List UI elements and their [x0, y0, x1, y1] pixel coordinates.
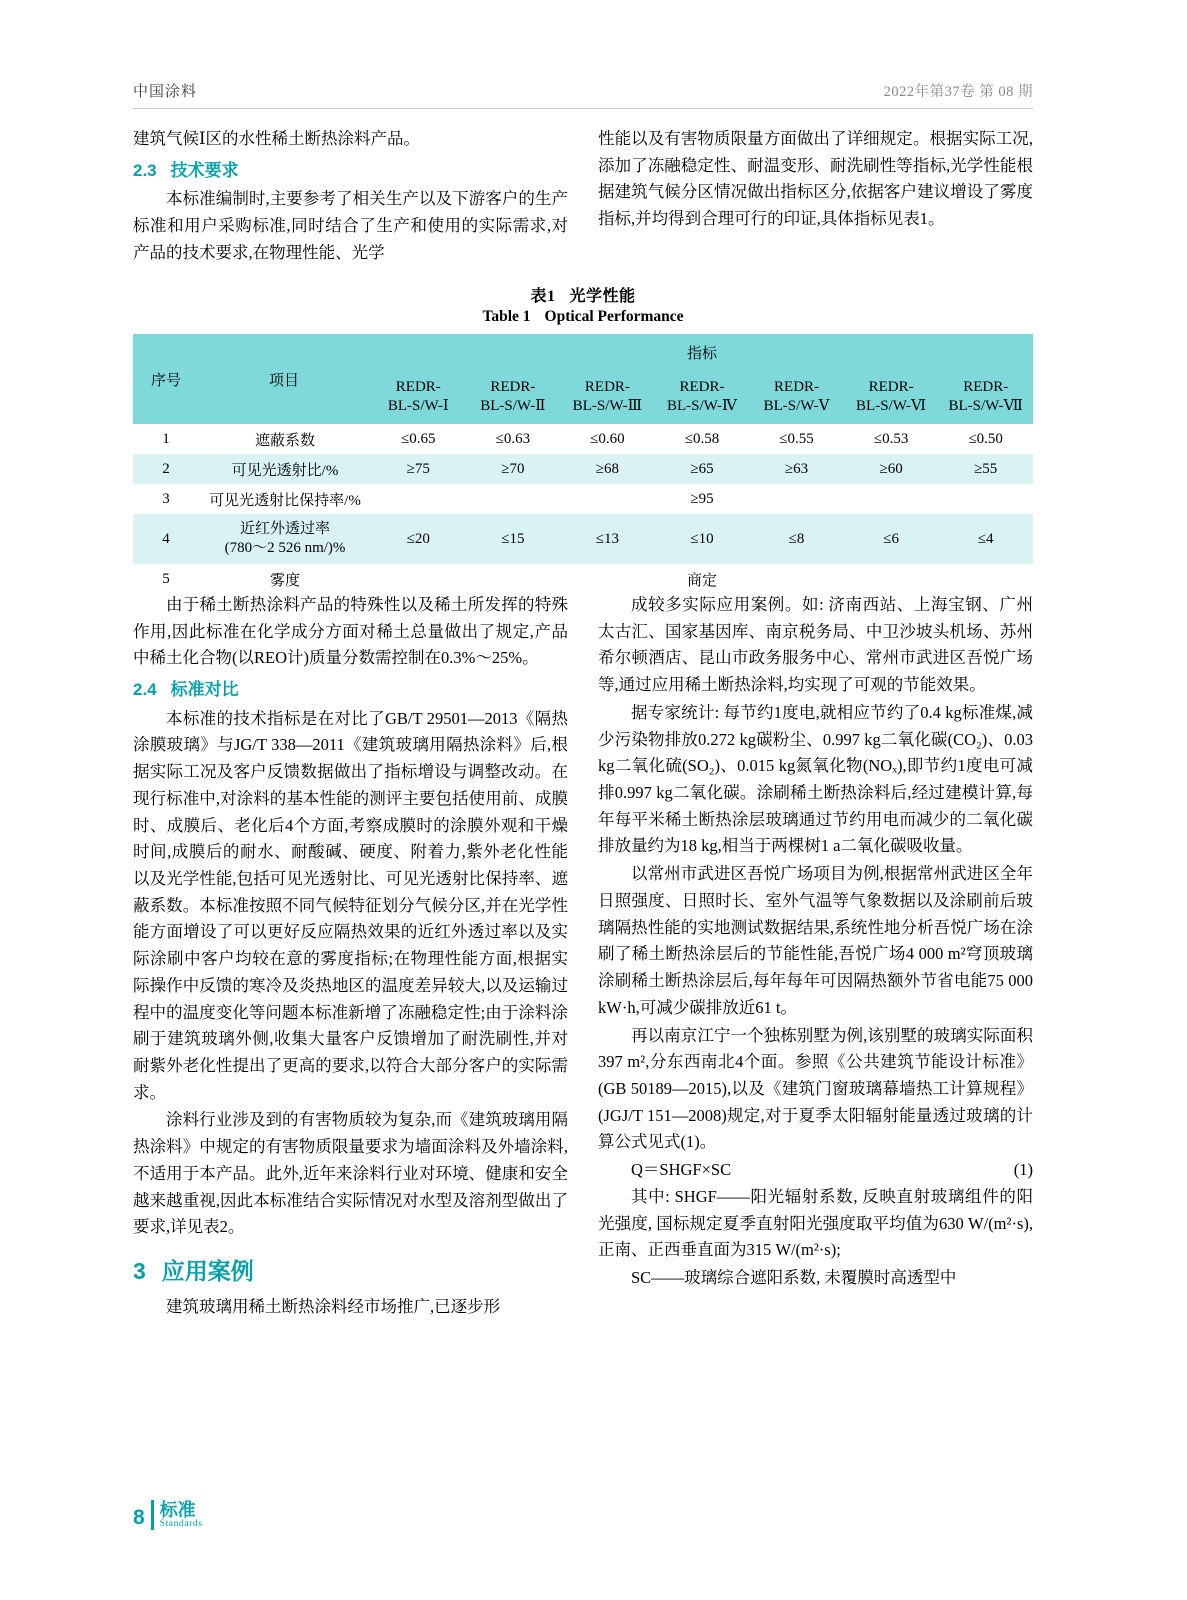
heading-2-3-text: 技术要求	[170, 160, 239, 180]
cell-value: ≤0.65	[401, 430, 436, 447]
table-head	[133, 334, 1033, 424]
cell-index: 3	[162, 490, 170, 507]
cell-value: ≥68	[595, 460, 620, 477]
paragraph-right-6: SC——玻璃综合遮阳系数, 未覆膜时高透型中	[631, 1267, 957, 1287]
grade-6-line1: REDR-	[868, 379, 914, 396]
cell-value: ≤0.53	[873, 430, 909, 447]
grade-7-line1: REDR-	[963, 379, 1009, 396]
col-header-index: 序号	[133, 334, 199, 424]
table-body	[133, 424, 1033, 594]
col-header-grade-4	[655, 370, 750, 424]
grade-2-line1: REDR-	[490, 379, 536, 396]
paragraph-right-5: 其中: SHGF——阳光辐射系数, 反映直射玻璃组件的阳光强度, 国标规定夏季直射阳光强度取平均值为630 W/(m²·s), 正南、正西垂直面为315 W/(m²·s);	[598, 1186, 1033, 1260]
paragraph-2-4-1: 本标准的技术指标是在对比了GB/T 29501—2013《隔热涂膜玻璃》与JG/T 338—2011《建筑玻璃用隔热涂料》后,根据实际工况及客户反馈数据做出了指标增设与调整改动。在现行标准中,对涂料的基本性能的测评主要包括使用前、成膜时、成膜后、老化后4个方面,考察成膜时的涂膜外观和干燥时间,成膜后的耐水、耐酸碱、硬度、附着力,紫外老化性能以及光学性能,包括可见光透射比、可见光透射比保持率、遮蔽系数。本标准按照不同气候特征划分气候分区,并在光学性能方面增设了可以更好反应隔热效果的近红外透过率以及实际涂刷中客户均较在意的雾度指标;在物理性能方面,根据实际操作中反馈的寒冷及炎热地区的温度差异较大,以及运输过程中的温度变化等问题本标准新增了冻融稳定性;由于涂料涂刷于建筑玻璃外侧,收集大量客户反馈增加了耐洗刷性,并对耐紫外老化性提出了更高的要求,以符合大部分客户的实际需求。	[133, 708, 568, 1102]
footer-section	[160, 1501, 203, 1530]
formula-number: (1)	[1013, 1160, 1033, 1180]
optical-performance-table	[133, 334, 1033, 594]
issue-info: 2022年第37卷 第 08 期	[883, 84, 1033, 100]
table-caption-en	[133, 308, 1033, 326]
footer-bar	[151, 1500, 154, 1530]
heading-2-3	[133, 157, 568, 185]
grade-1-line1: REDR-	[395, 379, 441, 396]
paragraph-3-1: 建筑玻璃用稀土断热涂料经市场推广,已逐步形	[166, 1297, 501, 1317]
left-column-bottom	[133, 592, 568, 1322]
cell-value-span: ≥95	[690, 490, 714, 507]
cell-index: 1	[162, 430, 170, 447]
right-column-top	[598, 126, 1033, 276]
table-head-row-1	[133, 334, 1033, 370]
formula-1	[598, 1157, 1033, 1184]
header-divider	[133, 108, 1033, 109]
cell-index: 5	[162, 570, 170, 587]
heading-2-4-number: 2.4	[133, 680, 157, 700]
table-caption-en-label: Table 1	[482, 308, 531, 325]
cell-item	[199, 514, 371, 564]
cell-value: ≤6	[883, 530, 899, 547]
cell-value: ≤0.58	[684, 430, 720, 447]
table-1-block	[133, 283, 1033, 594]
table-caption-cn-text: 光学性能	[569, 288, 636, 305]
paragraph-right-2: 据专家统计: 每节约1度电,就相应节约了0.4 kg标准煤,减少污染物排放0.272 kg碳粉尘、0.997 kg二氧化碳(CO₂)、0.03 kg二氧化硫(SO₂)、0.015 kg氮氧化物(NOₓ),即节约1度电可减排0.997 kg二氧化碳。涂刷稀土断热涂料后,经过建模计算,每年每平米稀土断热涂层玻璃通过节约用电而减少的二氧化碳排放量约为18 kg,相当于两棵树1 a二氧化碳吸收量。	[598, 702, 1033, 856]
paragraph-right-top: 性能以及有害物质限量方面做出了详细规定。根据实际工况,添加了冻融稳定性、耐温变形、耐洗刷性等指标,光学性能根据建筑气候分区情况做出指标区分,依据客户建议增设了雾度指标,并均得到合理可行的印证,具体指标见表1。	[598, 129, 1033, 229]
heading-2-3-number: 2.3	[133, 160, 157, 180]
cell-value: ≤0.63	[495, 430, 531, 447]
cell-value: ≤13	[595, 530, 620, 547]
grade-3-line2: BL-S/W-Ⅲ	[572, 398, 643, 414]
grade-4-line1: REDR-	[679, 379, 725, 396]
heading-3	[133, 1253, 568, 1290]
cell-item-line2: (780～2 526 nm/)%	[224, 540, 346, 556]
heading-3-number: 3	[133, 1258, 146, 1285]
table-caption-cn-label: 表1	[530, 288, 556, 305]
footer-section-en: Standards	[159, 1518, 203, 1529]
cell-value: ≤15	[501, 530, 525, 547]
table-row	[133, 424, 1033, 454]
left-column-top	[133, 126, 568, 276]
table-caption-cn	[133, 283, 1033, 306]
col-header-grade-2	[466, 370, 561, 424]
grade-6-line2: BL-S/W-Ⅵ	[856, 398, 927, 414]
cell-item: 可见光透射比/%	[231, 462, 339, 479]
col-header-group: 指标	[371, 334, 1033, 370]
cell-value: ≤20	[406, 530, 430, 547]
cell-value: ≤10	[690, 530, 714, 547]
paragraph-right-4: 再以南京江宁一个独栋别墅为例,该别墅的玻璃实际面积397 m²,分东西南北4个面。参照《公共建筑节能设计标准》(GB 50189—2015),以及《建筑门窗玻璃幕墙热工计算规程》(JGJ/T 151—2008)规定,对于夏季太阳辐射能量透过玻璃的计算公式见式(1)。	[598, 1025, 1033, 1152]
grade-3-line1: REDR-	[584, 379, 630, 396]
col-header-grade-7	[938, 370, 1033, 424]
cell-value: ≥63	[784, 460, 809, 477]
table-row	[133, 484, 1033, 514]
heading-2-4	[133, 676, 568, 704]
cell-item: 遮蔽系数	[254, 432, 315, 449]
grade-1-line2: BL-S/W-Ⅰ	[387, 398, 449, 414]
cell-value: ≥70	[501, 460, 525, 477]
cell-value: ≤8	[788, 530, 805, 547]
cell-value: ≤0.55	[779, 430, 814, 447]
paragraph-right-1: 成较多实际应用案例。如: 济南西站、上海宝钢、广州太古汇、国家基因库、南京税务局、中卫沙坡头机场、苏州希尔顿酒店、昆山市政务服务中心、常州市武进区吾悦广场等,通过应用稀土断热涂料,均实现了可观的节能效果。	[598, 595, 1033, 695]
table-row	[133, 564, 1033, 594]
cell-index: 2	[162, 460, 170, 477]
page-header	[133, 80, 1033, 101]
grade-7-line2: BL-S/W-Ⅶ	[948, 398, 1023, 414]
footer-section-cn: 标准	[159, 1499, 196, 1520]
grade-4-line2: BL-S/W-Ⅳ	[666, 398, 737, 414]
grade-5-line1: REDR-	[774, 379, 820, 396]
formula-expression: Q＝SHGF×SC	[631, 1160, 732, 1180]
col-header-grade-1	[371, 370, 466, 424]
cell-item: 雾度	[269, 572, 300, 589]
page-number: 8	[133, 1506, 145, 1529]
cell-value: ≥75	[406, 460, 430, 477]
cell-index: 4	[162, 530, 170, 547]
heading-2-4-text: 标准对比	[170, 680, 239, 700]
grade-2-line2: BL-S/W-Ⅱ	[480, 398, 546, 414]
cell-value-span: 商定	[686, 572, 717, 589]
heading-3-text: 应用案例	[161, 1258, 254, 1285]
page-footer	[133, 1500, 203, 1530]
cell-value: ≥55	[974, 460, 998, 477]
paragraph-after-table: 由于稀土断热涂料产品的特殊性以及稀土所发挥的特殊作用,因此标准在化学成分方面对稀土总量做出了规定,产品中稀土化合物(以REO计)质量分数需控制在0.3%～25%。	[133, 595, 568, 668]
table-caption-en-text: Optical Performance	[544, 308, 684, 325]
table-row	[133, 514, 1033, 564]
paragraph-lead: 建筑气候Ⅰ区的水性稀土断热涂料产品。	[133, 129, 421, 148]
paragraph-2-4-2: 涂料行业涉及到的有害物质较为复杂,而《建筑玻璃用隔热涂料》中规定的有害物质限量要求为墙面涂料及外墙涂料,不适用于本产品。此外,近年来涂料行业对环境、健康和安全越来越重视,因此本标准结合实际情况对水型及溶剂型做出了要求,详见表2。	[133, 1110, 568, 1237]
col-header-grade-3	[560, 370, 655, 424]
grade-5-line2: BL-S/W-Ⅴ	[763, 398, 830, 414]
cell-value: ≥60	[879, 460, 903, 477]
cell-value: ≥65	[690, 460, 714, 477]
journal-name: 中国涂料	[133, 84, 198, 100]
col-header-grade-6	[844, 370, 939, 424]
paragraph-2-3: 本标准编制时,主要参考了相关生产以及下游客户的生产标准和用户采购标准,同时结合了生产和使用的实际需求,对产品的技术要求,在物理性能、光学	[133, 189, 568, 262]
cell-value: ≤4	[977, 530, 994, 547]
cell-item-line1: 近红外透过率	[239, 520, 330, 537]
cell-item: 可见光透射比保持率/%	[209, 492, 361, 509]
cell-value: ≤0.50	[968, 430, 1003, 447]
cell-value: ≤0.60	[590, 430, 625, 447]
col-header-item: 项目	[199, 334, 371, 424]
right-column-bottom	[598, 592, 1033, 1293]
paragraph-right-3: 以常州市武进区吾悦广场项目为例,根据常州武进区全年日照强度、日照时长、室外气温等气象数据以及涂刷前后玻璃隔热性能的实地测试数据结果,系统性地分析吾悦广场在涂刷了稀土断热涂层后的节能性能,吾悦广场4 000 m²穹顶玻璃涂刷稀土断热涂层后,每年每年可因隔热额外节省电能75 000 kW·h,可减少碳排放近61 t。	[598, 864, 1033, 1017]
col-header-grade-5	[749, 370, 844, 424]
table-row	[133, 454, 1033, 484]
